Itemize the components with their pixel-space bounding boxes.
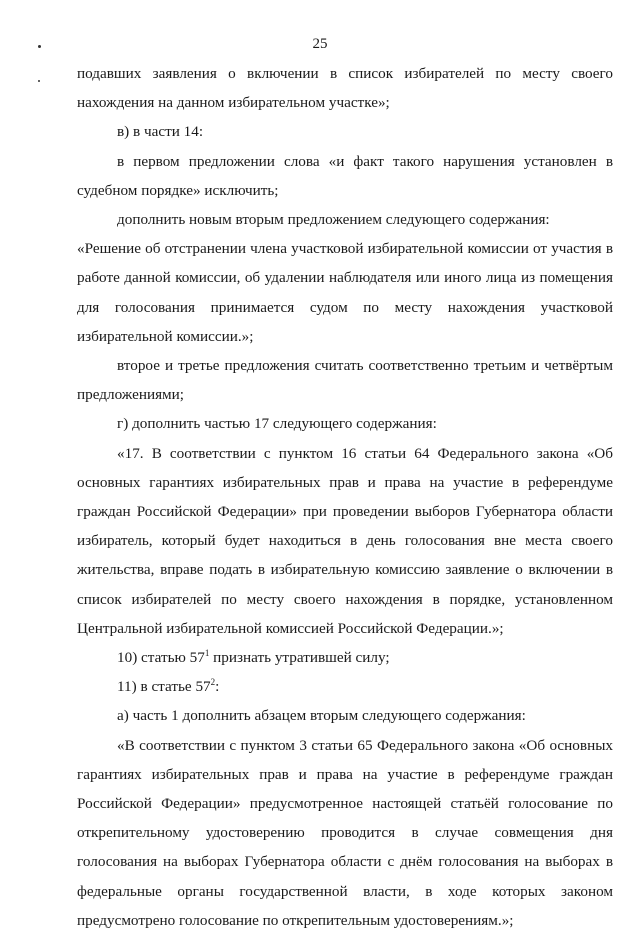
paragraph (77, 643, 613, 672)
paragraph: в первом предложении слова «и факт такого нарушения установлен в судебном порядке» исключить; (77, 152, 613, 199)
paragraph: второе и третье предложения считать соответственно третьим и четвёртым предложениями; (77, 357, 613, 404)
superscript: 2 (210, 677, 216, 688)
paragraph-tail: признать утратившей силу; (209, 649, 390, 667)
paragraph: дополнить новым вторым предложением следующего содержания: (117, 211, 550, 229)
paragraph-text: 11) в статье 57 (117, 678, 211, 696)
document-body (77, 59, 613, 935)
paragraph: г) дополнить частью 17 следующего содержания: (117, 415, 437, 433)
paragraph: «В соответствии с пунктом 3 статьи 65 Федерального закона «Об основных гарантиях избирательных прав и права на участие в референдуме граждан Российской Федерации» предусмотренное настоящей статьёй голосование по открепительному удостоверению проводится в случае совмещения дня голосования на выборах Губернатора области с днём голосования на выборах в федеральные органы государственной власти, в ходе которых законом предусмотрено голосование по открепительным удостоверениям.»; (77, 736, 613, 929)
paragraph-tail: : (215, 678, 220, 696)
page-number: 25 (312, 36, 328, 52)
scan-mark (38, 80, 40, 82)
paragraph: подавших заявления о включении в список избирателей по месту своего нахождения на данном избирательном участке»; (77, 65, 613, 112)
superscript: 1 (204, 648, 210, 659)
paragraph: а) часть 1 дополнить абзацем вторым следующего содержания: (117, 707, 526, 725)
paragraph: «17. В соответствии с пунктом 16 статьи 64 Федерального закона «Об основных гарантиях избирательных прав и права на участие в референдуме граждан Российской Федерации» при проведении выборов Губернатора области избиратель, который будет находиться в день голосования вне места своего жительства, вправе подать в избирательную комиссию заявление о включении в список избирателей по месту своего нахождения в порядке, установленном Центральной избирательной комиссией Российской Федерации.»; (77, 444, 613, 637)
paragraph (77, 672, 613, 701)
paragraph: в) в части 14: (117, 123, 204, 141)
paragraph: «Решение об отстранении члена участковой избирательной комиссии от участия в работе данной комиссии, об удалении наблюдателя или иного лица из помещения для голосования принимается судом по месту нахождения участковой избирательной комиссии.»; (77, 240, 613, 345)
paragraph-text: 10) статью 57 (117, 649, 205, 667)
